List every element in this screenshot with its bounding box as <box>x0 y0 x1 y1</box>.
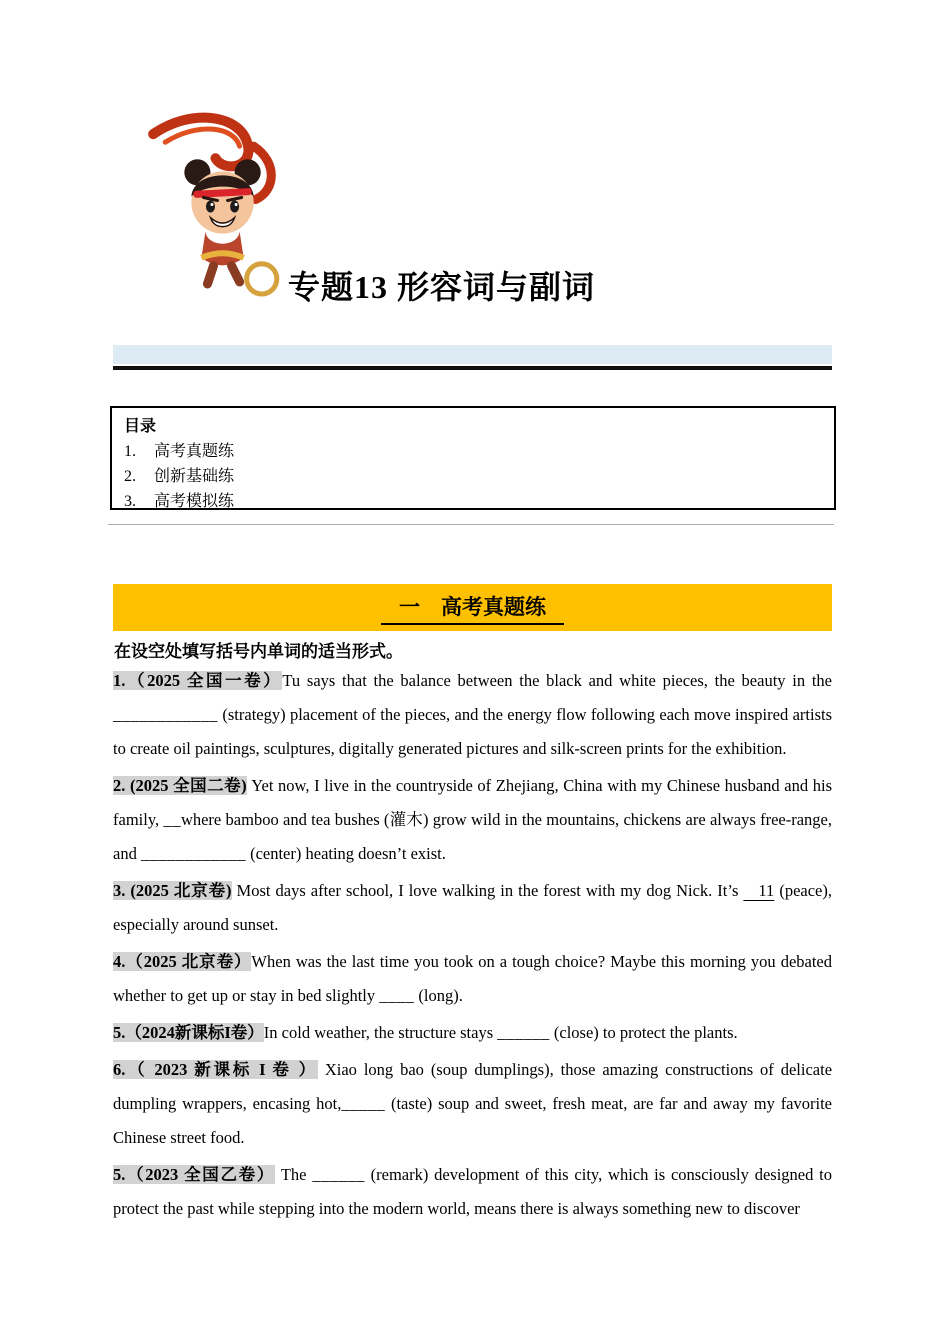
toc-item-number: 2. <box>124 468 136 485</box>
question-text: (center) heating doesn’t exist. <box>245 844 446 863</box>
toc-items <box>124 439 822 514</box>
toc-item <box>124 439 822 464</box>
question-text: (close) to protect the plants. <box>549 1023 738 1042</box>
question-paragraph <box>113 1053 832 1155</box>
toc-heading: 目录 <box>124 418 157 435</box>
toc-item-label: 创新基础练 <box>154 468 235 485</box>
question-text: (long). <box>414 986 463 1005</box>
decorative-shaded-bar <box>113 345 832 364</box>
question-paragraph <box>113 874 832 942</box>
question-text: Xiao long bao (soup dumplings), those amazing constructions of delicate dumpling wrappers, encasing hot, <box>113 1060 833 1113</box>
toc-item-label: 高考真题练 <box>154 443 235 460</box>
question-text: When was the last time you took on a tough choice? Maybe this morning you debated whether to get up or stay in bed slightly <box>113 952 833 1005</box>
question-text: In cold weather, the structure stays <box>263 1023 498 1042</box>
answer-blank: ______ <box>497 1023 550 1042</box>
question-paragraph <box>113 769 832 871</box>
section-divider <box>108 524 834 525</box>
question-paragraph <box>113 945 832 1013</box>
question-text: where bamboo and tea bushes (灌木) grow wild in the mountains, chickens are always free-range, and <box>113 810 832 863</box>
questions <box>113 664 832 1229</box>
question-source-label: 2. (2025 全国二卷) <box>113 776 247 795</box>
instruction-text: 在设空处填写括号内单词的适当形式。 <box>114 642 403 661</box>
answer-blank: ____________ <box>140 844 246 863</box>
answer-blank: ______ <box>312 1165 365 1184</box>
underlined-answer: 11 <box>743 881 775 900</box>
question-text: (peace), especially around sunset. <box>113 881 832 934</box>
mascot-illustration-svg <box>133 106 298 302</box>
toc-item-label: 高考模拟练 <box>154 493 235 510</box>
question-paragraph <box>113 1158 832 1226</box>
question-source-label: 4.（2025 北京卷） <box>113 952 252 971</box>
question-text: (taste) soup and sweet, fresh meat, are far and away my favorite Chinese street food. <box>113 1094 832 1147</box>
toc-item <box>124 464 822 489</box>
toc-box <box>110 406 836 510</box>
question-source-label: 5.（2024新课标I卷） <box>113 1023 264 1042</box>
answer-blank: __ <box>163 810 181 829</box>
answer-blank: ____________ <box>113 705 218 724</box>
page-title: 专题13 形容词与副词 <box>288 269 596 305</box>
question-source-label: 6.（ 2023 新课标 I 卷 ） <box>113 1060 318 1079</box>
toc-item <box>124 489 822 514</box>
question-text: Yet now, I live in the countryside of Zhejiang, China with my Chinese husband and his family, <box>113 776 832 829</box>
heavy-underline-rule <box>113 366 832 370</box>
question-paragraph <box>113 1016 832 1050</box>
question-text: Most days after school, I love walking in the forest with my dog Nick. It’s <box>231 881 744 900</box>
question-text: (strategy) placement of the pieces, and the energy flow following each move inspired artists to create oil paintings, sculptures, digitally generated pictures and silk-screen prints for the exhibition. <box>113 705 832 758</box>
question-paragraph <box>113 664 832 766</box>
question-text: The <box>275 1165 313 1184</box>
answer-blank: ____ <box>379 986 415 1005</box>
answer-blank: _____ <box>341 1094 386 1113</box>
section-banner <box>113 584 832 631</box>
toc-item-number: 3. <box>124 493 136 510</box>
question-text: Tu says that the balance between the black and white pieces, the beauty in the <box>282 671 833 690</box>
question-source-label: 5.（2023 全国乙卷） <box>113 1165 276 1184</box>
question-source-label: 3. (2025 北京卷) <box>113 881 232 900</box>
toc-item-number: 1. <box>124 443 136 460</box>
question-text: (remark) development of this city, which is consciously designed to protect the past while stepping into the modern world, means there is always something new to discover <box>113 1165 833 1218</box>
section-banner-title: 一 高考真题练 <box>381 591 564 625</box>
nezha-mascot-image <box>133 106 298 302</box>
question-source-label: 1.（2025 全国一卷） <box>113 671 283 690</box>
